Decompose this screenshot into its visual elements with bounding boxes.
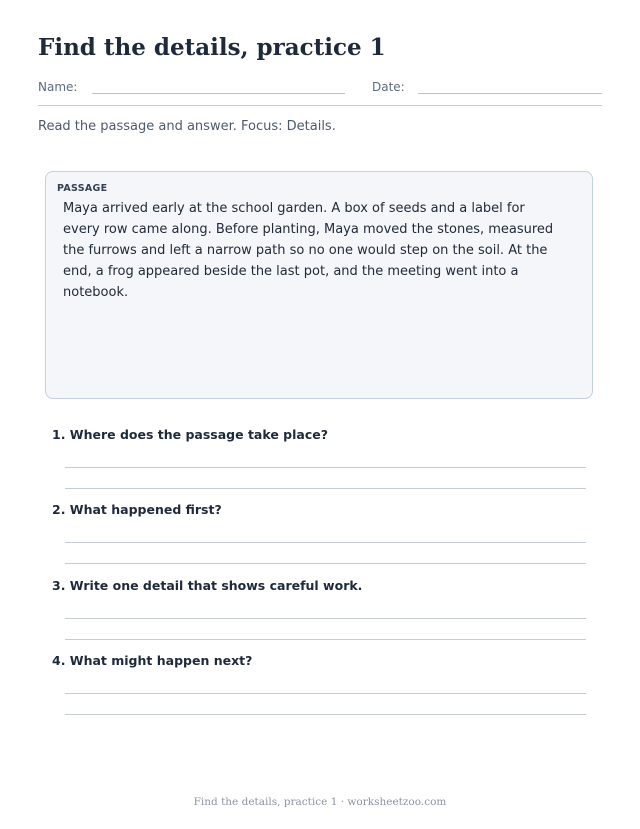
date-label: Date: — [372, 80, 405, 94]
question-2-text: 2. What happened first? — [52, 502, 222, 517]
worksheet-title: Find the details, practice 1 — [38, 34, 386, 61]
answer-line[interactable] — [65, 563, 586, 564]
answer-line[interactable] — [65, 714, 586, 715]
date-field-line[interactable] — [418, 93, 602, 94]
passage-text: Maya arrived early at the school garden. A box of seeds and a label for every row came along. Before planting, Maya moved the stones, measured the furrows and left a narrow path so no one would step on the soil. At the end, a frog appeared beside the last pot, and the meeting went into a notebook. — [63, 201, 554, 300]
question-1 — [52, 427, 592, 507]
header-divider — [38, 105, 602, 106]
passage-label: PASSAGE — [57, 183, 108, 194]
answer-line[interactable] — [65, 467, 586, 468]
question-2 — [52, 502, 592, 582]
question-3-text: 3. Write one detail that shows careful work. — [52, 578, 363, 593]
answer-line[interactable] — [65, 618, 586, 619]
answer-line[interactable] — [65, 639, 586, 640]
passage-box — [45, 171, 593, 399]
name-label: Name: — [38, 80, 78, 94]
answer-line[interactable] — [65, 693, 586, 694]
question-4 — [52, 653, 592, 733]
name-date-row — [38, 80, 602, 98]
instructions-text: Read the passage and answer. Focus: Details. — [38, 119, 336, 134]
question-4-text: 4. What might happen next? — [52, 653, 253, 668]
answer-line[interactable] — [65, 542, 586, 543]
question-1-text: 1. Where does the passage take place? — [52, 427, 328, 442]
name-field-line[interactable] — [92, 93, 345, 94]
answer-line[interactable] — [65, 488, 586, 489]
question-3 — [52, 578, 592, 658]
page-footer: Find the details, practice 1 · worksheetzoo.com — [193, 796, 447, 808]
